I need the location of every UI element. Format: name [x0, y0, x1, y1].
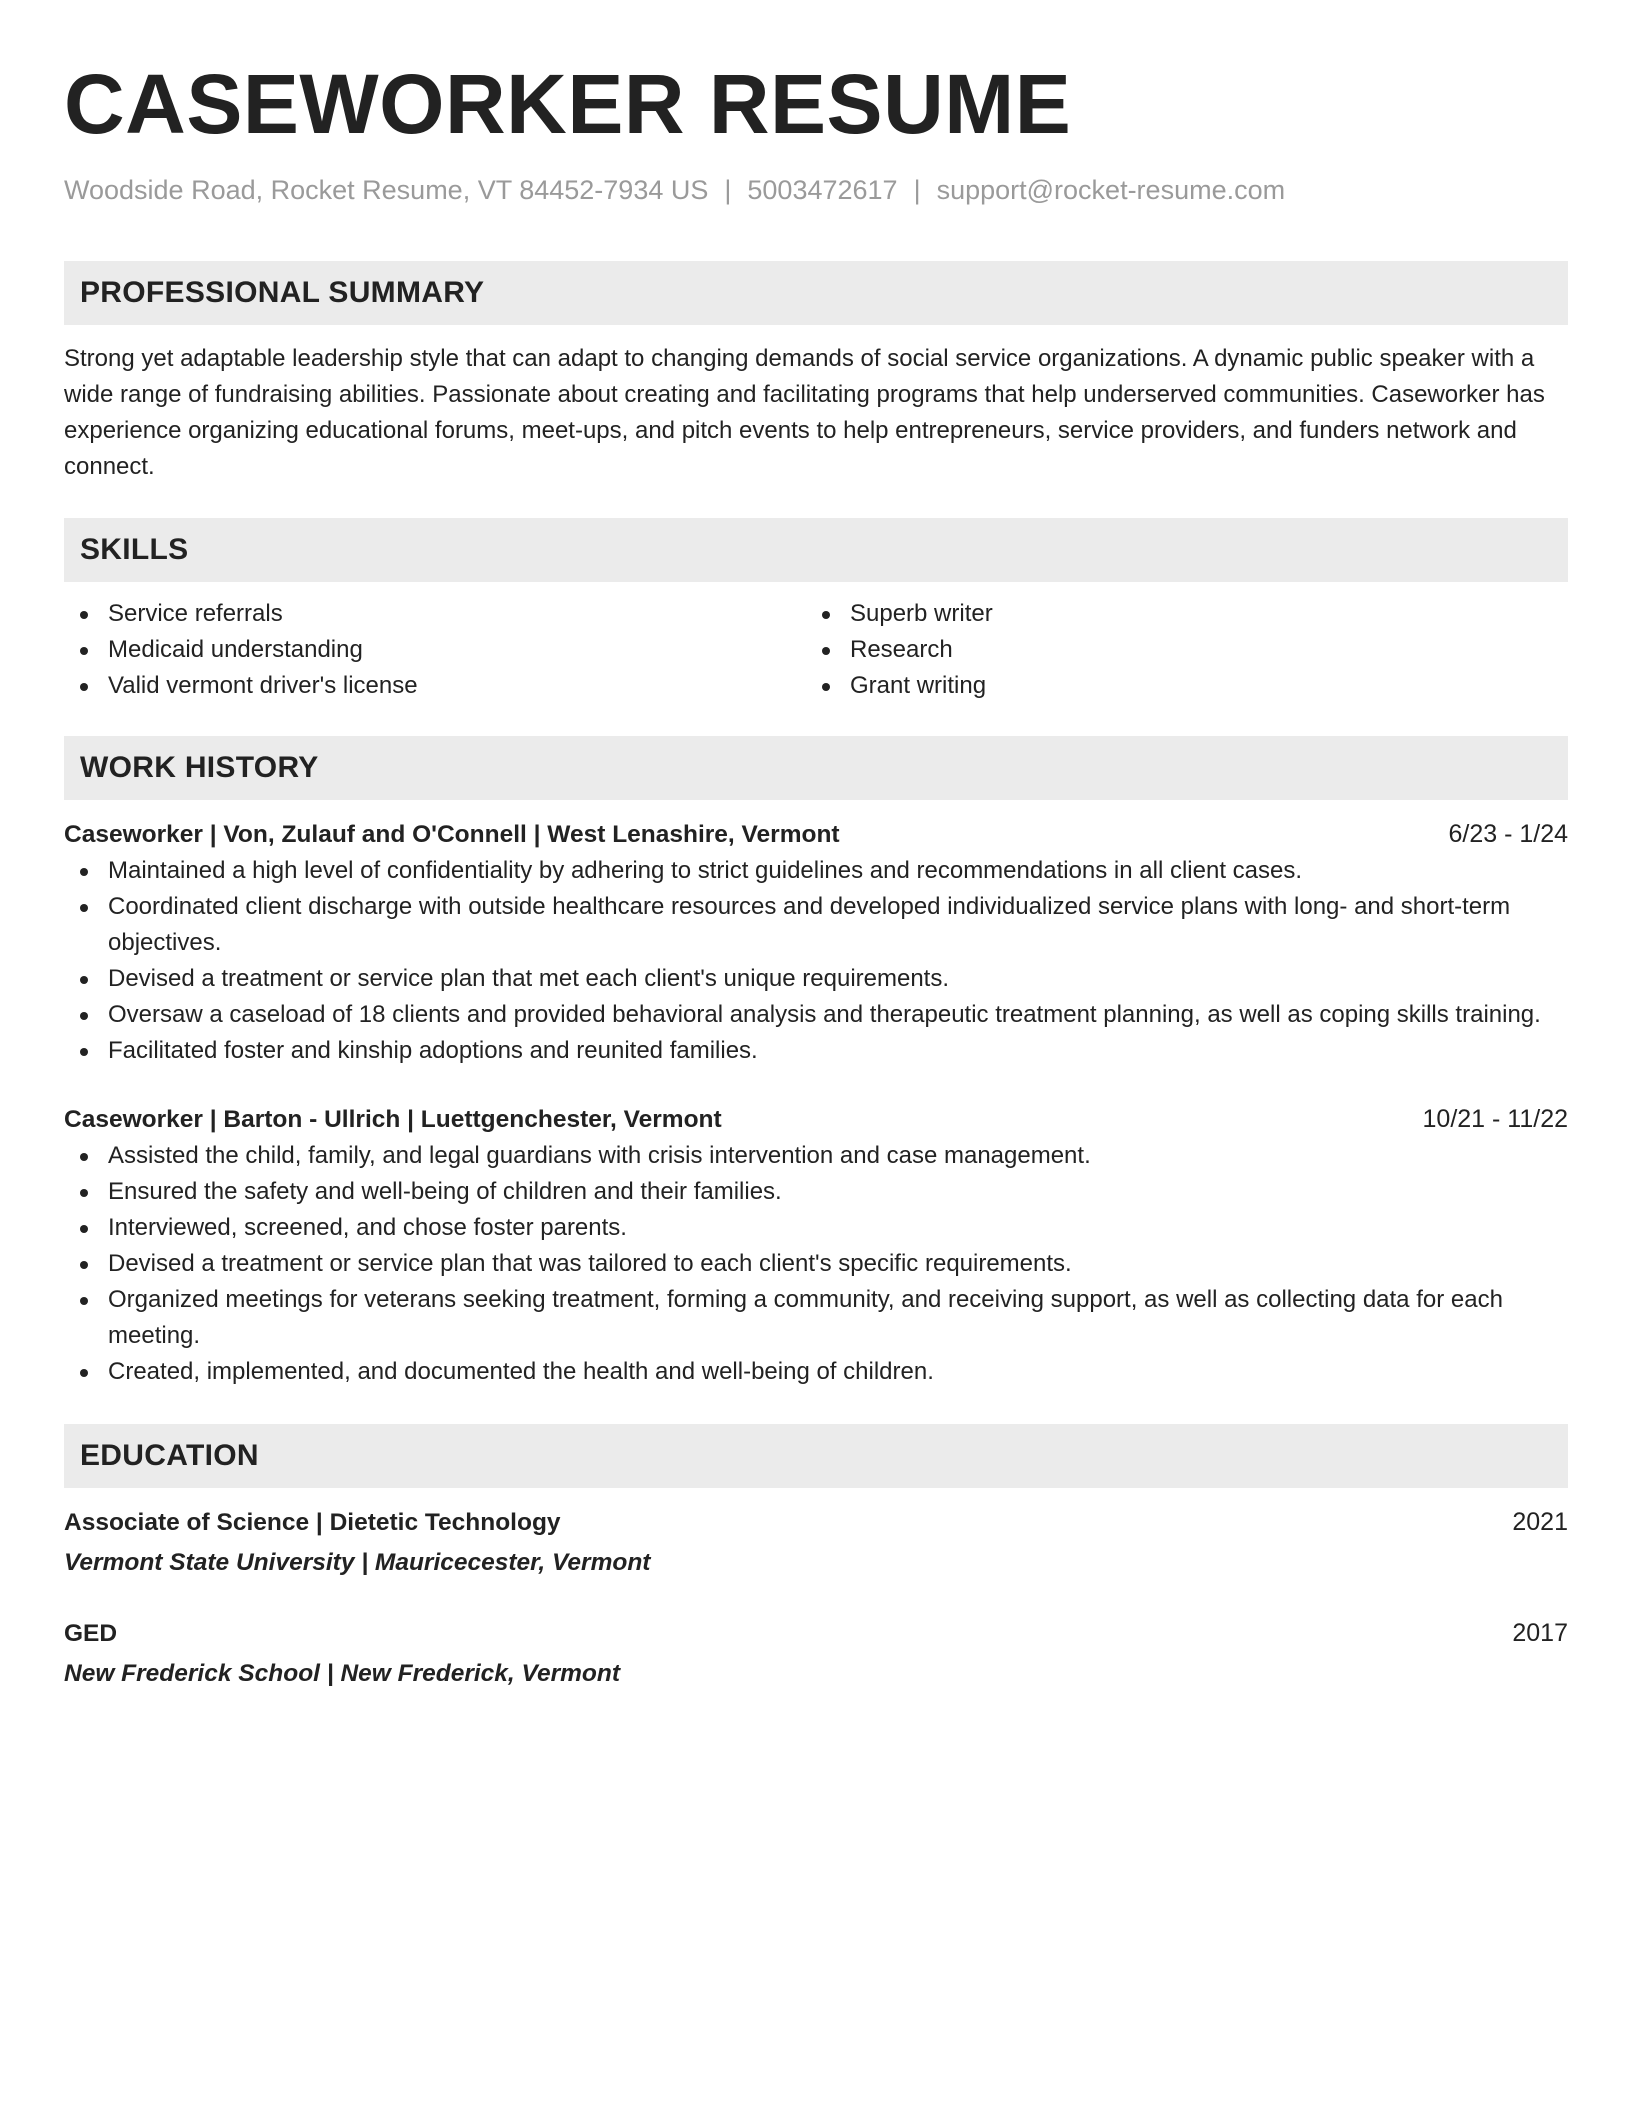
section-header-work-history: WORK HISTORY	[64, 736, 1568, 800]
section-header-skills: SKILLS	[64, 518, 1568, 582]
skills-grid	[64, 596, 1568, 704]
education-year: 2017	[1512, 1619, 1568, 1647]
job-bullet: Devised a treatment or service plan that met each client's unique requirements.	[64, 961, 1568, 997]
skill-item: Valid vermont driver's license	[64, 668, 806, 704]
section-header-education: EDUCATION	[64, 1424, 1568, 1488]
job-entry-header	[64, 816, 1568, 853]
job-bullet: Coordinated client discharge with outside healthcare resources and developed individualized service plans with long- and short-term objectives.	[64, 889, 1568, 961]
job-bullet: Interviewed, screened, and chose foster parents.	[64, 1210, 1568, 1246]
contact-separator: |	[913, 175, 921, 205]
job-bullet: Assisted the child, family, and legal guardians with crisis intervention and case management.	[64, 1138, 1568, 1174]
contact-line	[64, 172, 1568, 208]
education-entry	[64, 1615, 1568, 1692]
education-school: New Frederick School | New Frederick, Vermont	[64, 1660, 621, 1687]
education-year: 2021	[1512, 1508, 1568, 1536]
skills-column-right	[806, 596, 1548, 704]
education-degree: Associate of Science | Dietetic Technology	[64, 1509, 561, 1536]
contact-email: support@rocket-resume.com	[936, 175, 1286, 205]
contact-address: Woodside Road, Rocket Resume, VT 84452-7934 US	[64, 175, 709, 205]
job-title: Caseworker | Barton - Ullrich | Luettgenchester, Vermont	[64, 1106, 722, 1133]
education-school: Vermont State University | Mauricecester, Vermont	[64, 1549, 651, 1576]
skill-item: Superb writer	[806, 596, 1548, 632]
job-bullet: Oversaw a caseload of 18 clients and provided behavioral analysis and therapeutic treatment planning, as well as coping skills training.	[64, 997, 1568, 1033]
job-dates: 6/23 - 1/24	[1448, 820, 1568, 848]
job-title: Caseworker | Von, Zulauf and O'Connell | West Lenashire, Vermont	[64, 821, 840, 848]
job-bullet: Devised a treatment or service plan that was tailored to each client's specific requirements.	[64, 1246, 1568, 1282]
skill-item: Research	[806, 632, 1548, 668]
summary-text: Strong yet adaptable leadership style that can adapt to changing demands of social service organizations. A dynamic public speaker with a wide range of fundraising abilities. Passionate about creating and facilitating programs that help underserved communities. Caseworker has experience organizing educational forums, meet-ups, and pitch events to help entrepreneurs, service providers, and funders network and connect.	[64, 345, 1545, 480]
contact-phone: 5003472617	[747, 175, 898, 205]
section-header-summary: PROFESSIONAL SUMMARY	[64, 261, 1568, 325]
job-bullet: Maintained a high level of confidentiality by adhering to strict guidelines and recommendations in all client cases.	[64, 853, 1568, 889]
education-degree: GED	[64, 1620, 118, 1647]
job-entry-header	[64, 1101, 1568, 1138]
education-entry-header	[64, 1504, 1568, 1541]
job-dates: 10/21 - 11/22	[1422, 1105, 1568, 1133]
job-bullet: Organized meetings for veterans seeking treatment, forming a community, and receiving support, as well as collecting data for each meeting.	[64, 1282, 1568, 1354]
skill-item: Medicaid understanding	[64, 632, 806, 668]
skills-column-left	[64, 596, 806, 704]
education-entry-header	[64, 1615, 1568, 1652]
job-bullet: Ensured the safety and well-being of children and their families.	[64, 1174, 1568, 1210]
education-entry	[64, 1504, 1568, 1581]
job-bullet: Facilitated foster and kinship adoptions and reunited families.	[64, 1033, 1568, 1069]
job-bullet: Created, implemented, and documented the health and well-being of children.	[64, 1354, 1568, 1390]
job-bullets	[64, 1138, 1568, 1390]
skill-item: Grant writing	[806, 668, 1548, 704]
resume-title: CASEWORKER RESUME	[64, 57, 1072, 151]
contact-separator: |	[724, 175, 732, 205]
skill-item: Service referrals	[64, 596, 806, 632]
job-bullets	[64, 853, 1568, 1069]
